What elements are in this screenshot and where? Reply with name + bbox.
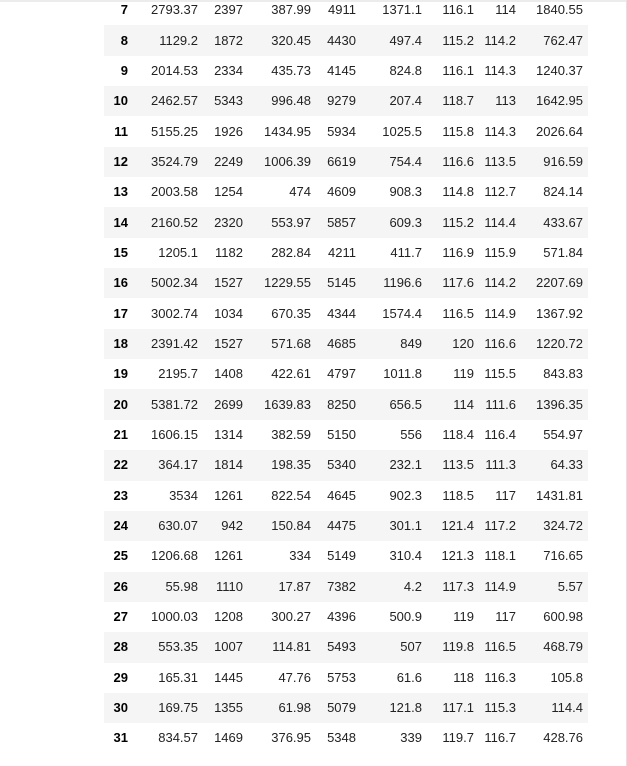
table-cell: 114.2 — [484, 275, 516, 291]
table-cell: 1229.55 — [264, 275, 311, 291]
table-cell: 2397 — [214, 2, 243, 18]
table-cell: 834.57 — [158, 730, 198, 746]
table-row — [104, 25, 588, 55]
table-cell: 554.97 — [543, 426, 583, 442]
table-cell: 1371.1 — [382, 2, 422, 18]
table-cell: 2793.37 — [151, 2, 198, 18]
table-row — [104, 663, 588, 693]
table-cell: 824.8 — [389, 62, 422, 78]
row-index: 28 — [113, 639, 128, 655]
table-cell: 2026.64 — [536, 123, 583, 139]
table-cell: 1606.15 — [151, 426, 198, 442]
table-cell: 8250 — [327, 396, 356, 412]
table-cell: 300.27 — [271, 609, 311, 625]
table-cell: 117 — [495, 609, 516, 625]
row-index: 10 — [113, 93, 128, 109]
table-cell: 1208 — [214, 609, 243, 625]
table-cell: 61.6 — [396, 669, 422, 685]
table-cell: 47.76 — [278, 669, 311, 685]
table-cell: 114.3 — [484, 123, 516, 139]
table-cell: 553.35 — [158, 639, 198, 655]
table-cell: 1025.5 — [382, 123, 422, 139]
table-row — [104, 541, 588, 571]
table-row — [104, 0, 588, 25]
table-row — [104, 86, 588, 116]
table-cell: 4609 — [327, 184, 356, 200]
table-cell: 4475 — [327, 518, 356, 534]
table-cell: 5.57 — [557, 578, 583, 594]
table-cell: 118 — [453, 669, 474, 685]
table-cell: 113 — [495, 93, 516, 109]
table-cell: 17.87 — [278, 578, 311, 594]
table-cell: 670.35 — [271, 305, 311, 321]
table-cell: 1469 — [214, 730, 243, 746]
table-row — [104, 147, 588, 177]
table-cell: 5857 — [327, 214, 356, 230]
table-cell: 114.81 — [272, 639, 311, 655]
table-cell: 2320 — [214, 214, 243, 230]
table-row — [104, 238, 588, 268]
row-index: 24 — [113, 518, 128, 534]
table-cell: 5381.72 — [151, 396, 198, 412]
table-cell: 1527 — [214, 275, 243, 291]
table-cell: 320.45 — [271, 32, 311, 48]
table-cell: 1205.1 — [158, 244, 198, 260]
table-cell: 112.7 — [484, 184, 516, 200]
table-row — [104, 56, 588, 86]
table-cell: 61.98 — [278, 700, 311, 716]
table-row — [104, 329, 588, 359]
table-cell: 996.48 — [271, 93, 311, 109]
row-index: 11 — [114, 123, 128, 139]
table-cell: 5150 — [327, 426, 356, 442]
table-cell: 113.5 — [442, 457, 474, 473]
table-cell: 571.68 — [271, 335, 311, 351]
table-cell: 4211 — [328, 244, 356, 260]
table-cell: 114.4 — [551, 700, 583, 716]
table-cell: 5340 — [327, 457, 356, 473]
table-cell: 5079 — [327, 700, 356, 716]
table-cell: 116.9 — [442, 244, 474, 260]
table-cell: 119.7 — [442, 730, 474, 746]
table-cell: 849 — [400, 335, 422, 351]
table-cell: 1527 — [214, 335, 243, 351]
table-cell: 422.61 — [271, 366, 311, 382]
table-cell: 1434.95 — [264, 123, 311, 139]
row-index: 15 — [113, 244, 128, 260]
table-cell: 500.9 — [389, 609, 422, 625]
table-cell: 902.3 — [389, 487, 422, 503]
table-cell: 1011.8 — [383, 366, 422, 382]
table-cell: 2334 — [214, 62, 243, 78]
table-cell: 556 — [400, 426, 422, 442]
table-cell: 1196.6 — [383, 275, 422, 291]
table-cell: 3534 — [169, 487, 198, 503]
row-index: 21 — [113, 426, 128, 442]
table-cell: 5149 — [327, 548, 356, 564]
table-cell: 824.14 — [543, 184, 583, 200]
table-cell: 411.7 — [390, 244, 422, 260]
table-cell: 1431.81 — [536, 487, 583, 503]
table-cell: 116.5 — [442, 305, 474, 321]
table-cell: 1182 — [215, 244, 243, 260]
table-cell: 5348 — [327, 730, 356, 746]
table-cell: 1240.37 — [536, 62, 583, 78]
table-cell: 118.7 — [442, 93, 474, 109]
table-cell: 114.8 — [442, 184, 474, 200]
table-cell: 4145 — [327, 62, 356, 78]
row-index: 31 — [113, 730, 128, 746]
table-cell: 3002.74 — [151, 305, 198, 321]
table-cell: 5493 — [327, 639, 356, 655]
table-row — [104, 389, 588, 419]
table-cell: 115.2 — [442, 214, 474, 230]
table-cell: 1000.03 — [151, 609, 198, 625]
table-cell: 1261 — [214, 548, 243, 564]
table-row — [104, 693, 588, 723]
table-cell: 150.84 — [271, 518, 311, 534]
table-cell: 282.84 — [271, 244, 311, 260]
table-cell: 382.59 — [271, 426, 311, 442]
row-index: 29 — [113, 669, 128, 685]
table-cell: 1261 — [214, 487, 243, 503]
table-cell: 656.5 — [389, 396, 422, 412]
row-index: 16 — [113, 275, 128, 291]
table-row — [104, 723, 588, 753]
table-row — [104, 177, 588, 207]
table-cell: 1408 — [214, 366, 243, 382]
table-cell: 2207.69 — [536, 275, 583, 291]
table-cell: 428.76 — [543, 730, 583, 746]
table-cell: 6619 — [327, 153, 356, 169]
table-row — [104, 602, 588, 632]
table-cell: 113.5 — [484, 153, 516, 169]
table-row — [104, 420, 588, 450]
table-cell: 116.3 — [484, 669, 516, 685]
table-cell: 117.6 — [442, 275, 474, 291]
table-cell: 2391.42 — [151, 335, 198, 351]
table-cell: 1367.92 — [536, 305, 583, 321]
table-cell: 497.4 — [389, 32, 422, 48]
table-cell: 507 — [400, 639, 422, 655]
table-cell: 433.67 — [543, 214, 583, 230]
table-cell: 2462.57 — [151, 93, 198, 109]
table-cell: 387.99 — [271, 2, 311, 18]
table-row — [104, 359, 588, 389]
table-cell: 2014.53 — [151, 62, 198, 78]
table-cell: 376.95 — [271, 730, 311, 746]
table-cell: 165.31 — [158, 669, 198, 685]
table-cell: 600.98 — [543, 609, 583, 625]
table-row — [104, 116, 588, 146]
table-cell: 116.1 — [442, 62, 474, 78]
table-cell: 118.1 — [484, 548, 516, 564]
table-cell: 571.84 — [543, 244, 583, 260]
row-index: 27 — [113, 609, 128, 625]
table-cell: 4645 — [327, 487, 356, 503]
table-cell: 116.4 — [484, 426, 516, 442]
table-cell: 117.3 — [442, 578, 474, 594]
table-cell: 118.5 — [442, 487, 474, 503]
row-index: 19 — [113, 366, 128, 382]
table-cell: 4.2 — [403, 578, 422, 594]
row-index: 25 — [113, 548, 128, 564]
table-cell: 2249 — [214, 153, 243, 169]
table-cell: 120 — [452, 335, 474, 351]
table-cell: 5934 — [327, 123, 356, 139]
table-row — [104, 268, 588, 298]
table-cell: 1574.4 — [382, 305, 422, 321]
table-cell: 1254 — [214, 184, 243, 200]
table-cell: 2003.58 — [151, 184, 198, 200]
table-cell: 474 — [289, 184, 311, 200]
table-cell: 114 — [495, 2, 516, 18]
table-cell: 55.98 — [165, 578, 198, 594]
table-cell: 339 — [400, 730, 422, 746]
table-cell: 2195.7 — [158, 366, 198, 382]
table-cell: 117.2 — [484, 518, 516, 534]
table-cell: 1206.68 — [151, 548, 198, 564]
table-cell: 1006.39 — [264, 153, 311, 169]
table-cell: 121.4 — [441, 518, 474, 534]
table-cell: 115.5 — [484, 366, 516, 382]
table-cell: 116.6 — [442, 153, 474, 169]
table-cell: 198.35 — [271, 457, 311, 473]
table-cell: 64.33 — [550, 457, 583, 473]
table-cell: 115.8 — [442, 123, 474, 139]
table-cell: 169.75 — [158, 700, 198, 716]
table-cell: 114 — [453, 396, 474, 412]
table-cell: 2699 — [214, 396, 243, 412]
dataframe-table — [104, 0, 588, 754]
table-cell: 9279 — [327, 93, 356, 109]
table-cell: 916.59 — [543, 153, 583, 169]
table-cell: 822.54 — [271, 487, 311, 503]
table-cell: 7382 — [327, 578, 356, 594]
table-cell: 114.9 — [484, 578, 516, 594]
table-cell: 111.3 — [485, 457, 516, 473]
row-index: 8 — [120, 32, 128, 48]
table-cell: 334 — [289, 548, 311, 564]
table-cell: 4797 — [327, 366, 356, 382]
table-cell: 4430 — [327, 32, 356, 48]
row-index: 22 — [113, 457, 128, 473]
table-cell: 5343 — [214, 93, 243, 109]
table-cell: 111.6 — [485, 396, 516, 412]
table-cell: 5145 — [327, 275, 356, 291]
table-cell: 630.07 — [158, 518, 198, 534]
row-index: 30 — [113, 700, 128, 716]
row-index: 13 — [113, 184, 128, 200]
table-cell: 4396 — [327, 609, 356, 625]
table-cell: 5155.25 — [151, 123, 198, 139]
row-index: 26 — [113, 578, 128, 594]
table-cell: 754.4 — [389, 153, 422, 169]
table-cell: 553.97 — [271, 214, 311, 230]
table-cell: 232.1 — [389, 457, 422, 473]
table-cell: 119 — [453, 609, 474, 625]
table-cell: 762.47 — [543, 32, 583, 48]
table-cell: 1642.95 — [536, 93, 583, 109]
table-cell: 115.2 — [442, 32, 474, 48]
table-row — [104, 298, 588, 328]
row-index: 17 — [113, 305, 128, 321]
row-index: 7 — [120, 2, 128, 18]
table-row — [104, 207, 588, 237]
table-cell: 2160.52 — [151, 214, 198, 230]
table-cell: 115.3 — [484, 700, 516, 716]
table-cell: 116.1 — [442, 2, 474, 18]
table-row — [104, 511, 588, 541]
table-cell: 1110 — [216, 578, 243, 594]
row-index: 9 — [120, 62, 128, 78]
row-index: 23 — [113, 487, 128, 503]
table-cell: 1840.55 — [536, 2, 583, 18]
table-cell: 115.9 — [484, 244, 516, 260]
table-cell: 324.72 — [543, 518, 583, 534]
table-cell: 5753 — [327, 669, 356, 685]
table-cell: 4685 — [327, 335, 356, 351]
table-cell: 121.8 — [389, 700, 422, 716]
table-cell: 301.1 — [389, 518, 422, 534]
row-index: 14 — [113, 214, 128, 230]
table-cell: 1445 — [214, 669, 243, 685]
table-cell: 468.79 — [543, 639, 583, 655]
table-cell: 114.3 — [484, 62, 516, 78]
table-cell: 942 — [221, 518, 243, 534]
table-cell: 121.3 — [441, 548, 474, 564]
table-cell: 4911 — [328, 2, 356, 18]
table-row — [104, 572, 588, 602]
table-cell: 119 — [453, 366, 474, 382]
table-cell: 843.83 — [543, 366, 583, 382]
table-cell: 116.6 — [484, 335, 516, 351]
table-cell: 117 — [495, 487, 516, 503]
table-cell: 435.73 — [271, 62, 311, 78]
table-cell: 114.4 — [484, 214, 516, 230]
table-cell: 1396.35 — [536, 396, 583, 412]
table-cell: 105.8 — [550, 669, 583, 685]
table-cell: 4344 — [327, 305, 356, 321]
table-cell: 1639.83 — [264, 396, 311, 412]
table-cell: 1314 — [214, 426, 243, 442]
table-cell: 1034 — [214, 305, 243, 321]
table-cell: 3524.79 — [151, 153, 198, 169]
table-cell: 207.4 — [389, 93, 422, 109]
dataframe-body — [104, 0, 588, 754]
table-cell: 118.4 — [442, 426, 474, 442]
table-cell: 114.2 — [484, 32, 516, 48]
table-cell: 114.9 — [484, 305, 516, 321]
table-cell: 116.7 — [484, 730, 516, 746]
table-cell: 364.17 — [158, 457, 198, 473]
table-cell: 310.4 — [389, 548, 422, 564]
table-cell: 116.5 — [484, 639, 516, 655]
table-cell: 1926 — [214, 123, 243, 139]
table-cell: 1129.2 — [159, 32, 198, 48]
table-cell: 908.3 — [389, 184, 422, 200]
table-cell: 609.3 — [389, 214, 422, 230]
table-cell: 1872 — [214, 32, 243, 48]
row-index: 12 — [113, 153, 128, 169]
table-row — [104, 632, 588, 662]
row-index: 20 — [113, 396, 128, 412]
table-cell: 1007 — [214, 639, 243, 655]
table-cell: 5002.34 — [151, 275, 198, 291]
table-cell: 1814 — [214, 457, 243, 473]
table-cell: 716.65 — [543, 548, 583, 564]
row-index: 18 — [113, 335, 128, 351]
table-cell: 117.1 — [442, 700, 474, 716]
table-cell: 1355 — [214, 700, 243, 716]
table-cell: 1220.72 — [536, 335, 583, 351]
table-cell: 119.8 — [442, 639, 474, 655]
table-row — [104, 481, 588, 511]
table-row — [104, 450, 588, 480]
